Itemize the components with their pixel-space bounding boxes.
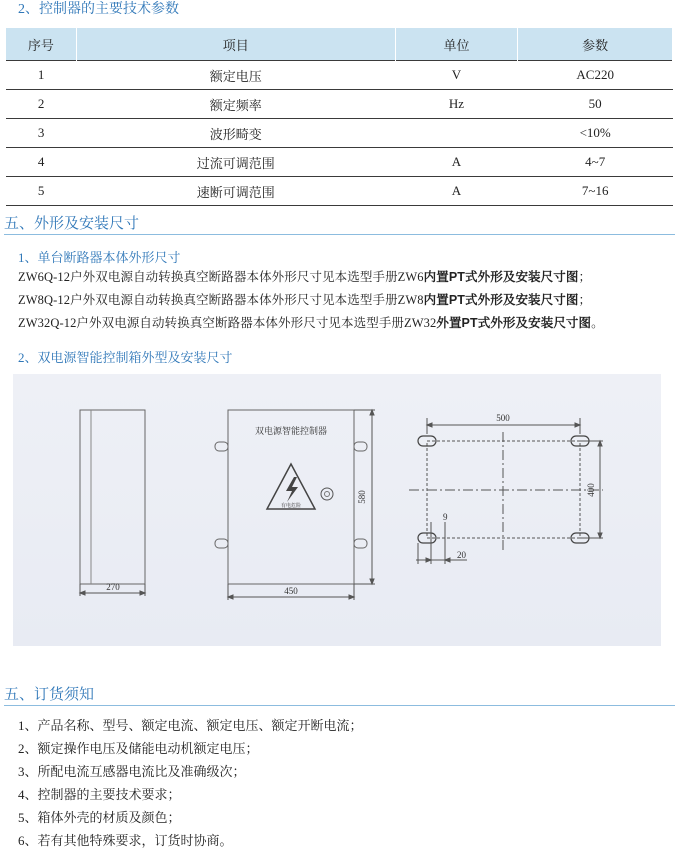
ordering-list <box>18 714 363 852</box>
model-line-bold: 内置PT式外形及安装尺寸图 <box>423 293 579 307</box>
subheading-breaker-dimensions: 1、单台断路器本体外形尺寸 <box>18 250 181 265</box>
cell-index: 2 <box>6 90 76 119</box>
cell-index: 4 <box>6 148 76 177</box>
cell-value: 50 <box>518 90 673 119</box>
header-unit: 单位 <box>395 28 518 61</box>
cell-unit: V <box>395 61 518 90</box>
model-line-zw8 <box>18 289 591 312</box>
header-value: 参数 <box>518 28 673 61</box>
cell-index: 3 <box>6 119 76 148</box>
dim-hole: 9 <box>443 512 448 522</box>
model-line-text: ZW6Q-12户外双电源自动转换真空断路器本体外形尺寸见本选型手册ZW6 <box>18 270 424 284</box>
model-line-text: ZW32Q-12户外双电源自动转换真空断路器本体外形尺寸见本选型手册ZW32 <box>18 316 437 330</box>
cell-unit <box>395 119 518 148</box>
dim-front-height: 580 <box>357 490 367 504</box>
cell-unit: Hz <box>395 90 518 119</box>
model-line-zw6 <box>18 266 591 289</box>
model-line-zw32 <box>18 312 604 335</box>
cell-value: 4~7 <box>518 148 673 177</box>
table-row <box>6 119 673 148</box>
cell-item: 过流可调范围 <box>76 148 395 177</box>
mounting-view <box>409 413 603 564</box>
parameters-table <box>6 28 673 206</box>
table-row <box>6 90 673 119</box>
list-item: 1、产品名称、型号、额定电流、额定电压、额定开断电流； <box>18 718 363 733</box>
model-line-bold: 内置PT式外形及安装尺寸图 <box>423 270 579 284</box>
table-header-row <box>6 28 673 61</box>
side-view <box>80 410 145 596</box>
list-item: 4、控制器的主要技术要求； <box>18 787 181 802</box>
cell-value: AC220 <box>518 61 673 90</box>
table-row <box>6 177 673 206</box>
subheading-controller-box: 2、双电源智能控制箱外型及安装尺寸 <box>18 350 233 365</box>
cell-unit: A <box>395 148 518 177</box>
section-title-parameters: 2、控制器的主要技术参数 <box>18 2 179 17</box>
lock-icon <box>321 488 333 500</box>
list-item: 5、箱体外壳的材质及颜色； <box>18 810 181 825</box>
cell-item: 额定电压 <box>76 61 395 90</box>
model-line-text: ZW8Q-12户外双电源自动转换真空断路器本体外形尺寸见本选型手册ZW8 <box>18 293 424 307</box>
table-row <box>6 61 673 90</box>
heading-divider <box>4 705 675 706</box>
cell-index: 1 <box>6 61 76 90</box>
dim-front-width: 450 <box>284 586 298 596</box>
warning-label: 有电危险 <box>280 504 302 509</box>
lightning-bolt-icon <box>286 477 298 502</box>
cell-value: <10% <box>518 119 673 148</box>
cell-index: 5 <box>6 177 76 206</box>
dim-offset: 20 <box>457 550 466 560</box>
cell-item: 额定频率 <box>76 90 395 119</box>
list-item: 3、所配电流互感器电流比及准确级次； <box>18 764 246 779</box>
header-item: 项目 <box>76 28 395 61</box>
model-line-bold: 外置PT式外形及安装尺寸图 <box>436 316 592 330</box>
controller-box-drawing <box>13 374 661 646</box>
cell-value: 7~16 <box>518 177 673 206</box>
box-title: 双电源智能控制器 <box>254 426 328 436</box>
dim-mount-height: 400 <box>586 483 596 497</box>
header-index: 序号 <box>6 28 76 61</box>
model-line-end: 。 <box>591 316 604 330</box>
cell-item: 速断可调范围 <box>76 177 395 206</box>
model-line-end: ； <box>578 270 592 284</box>
dim-side-width: 270 <box>106 582 120 592</box>
cell-item: 波形畸变 <box>76 119 395 148</box>
dim-mount-width: 500 <box>496 413 510 423</box>
cell-unit: A <box>395 177 518 206</box>
table-row <box>6 148 673 177</box>
model-line-end: ； <box>578 293 592 307</box>
section-heading-ordering: 五、订货须知 <box>4 687 95 703</box>
heading-divider <box>4 234 675 235</box>
front-view <box>215 410 375 600</box>
section-heading-dimensions: 五、外形及安装尺寸 <box>4 216 140 232</box>
list-item: 6、若有其他特殊要求，订货时协商。 <box>18 833 233 848</box>
list-item: 2、额定操作电压及储能电动机额定电压； <box>18 741 259 756</box>
